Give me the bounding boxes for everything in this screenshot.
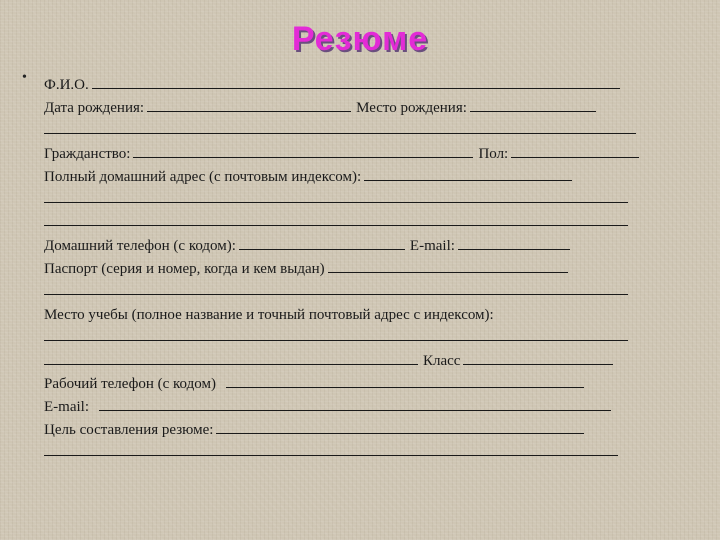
passport-row [44, 258, 684, 281]
home-address-label: Полный домашний адрес (с почтовым индексом): [44, 169, 362, 185]
school-continuation-row [44, 327, 684, 350]
school-field-continued[interactable] [44, 351, 418, 365]
resume-form [44, 74, 684, 465]
passport-field-continued[interactable] [44, 281, 628, 295]
sex-label: Пол: [478, 146, 509, 162]
email-label-2: E-mail: [44, 399, 89, 415]
home-address-field-continued-2[interactable] [44, 212, 628, 226]
home-address-continuation-row-1 [44, 189, 684, 212]
home-address-field-continued-1[interactable] [44, 189, 628, 203]
citizenship-row [44, 143, 684, 166]
bullet-icon: • [22, 70, 27, 85]
school-field[interactable] [44, 327, 628, 341]
fio-row [44, 74, 684, 97]
school-label: Место учебы (полное название и точный почтовый адрес с индексом): [44, 307, 494, 323]
passport-field[interactable] [328, 259, 568, 273]
home-phone-label: Домашний телефон (с кодом): [44, 238, 236, 254]
birth-date-field[interactable] [147, 98, 351, 112]
home-address-row [44, 166, 684, 189]
home-address-continuation-row-2 [44, 212, 684, 235]
class-field[interactable] [463, 351, 613, 365]
class-label: Класс [423, 353, 461, 369]
fio-label: Ф.И.О. [44, 77, 89, 93]
fio-field[interactable] [92, 75, 620, 89]
birth-date-label: Дата рождения: [44, 100, 145, 116]
work-phone-row [44, 373, 684, 396]
purpose-field-continued[interactable] [44, 442, 618, 456]
email-field-1[interactable] [458, 236, 570, 250]
birth-place-field-continued[interactable] [44, 120, 636, 134]
purpose-continuation-row [44, 442, 684, 465]
work-phone-label: Рабочий телефон (с кодом) [44, 376, 216, 392]
school-row [44, 304, 684, 327]
class-row [44, 350, 684, 373]
page-title: Резюме [291, 20, 429, 58]
birth-row [44, 97, 684, 120]
home-phone-field[interactable] [239, 236, 405, 250]
purpose-row [44, 419, 684, 442]
work-phone-field[interactable] [226, 374, 584, 388]
sex-field[interactable] [511, 144, 639, 158]
citizenship-field[interactable] [133, 144, 473, 158]
home-address-field[interactable] [364, 167, 572, 181]
home-phone-row [44, 235, 684, 258]
birth-place-field[interactable] [470, 98, 596, 112]
passport-continuation-row [44, 281, 684, 304]
email-row [44, 396, 684, 419]
email-label-1: E-mail: [409, 238, 455, 254]
birth-place-continuation-row [44, 120, 684, 143]
purpose-field[interactable] [216, 420, 584, 434]
birth-place-label: Место рождения: [356, 100, 467, 116]
email-field-2[interactable] [99, 397, 611, 411]
passport-label: Паспорт (серия и номер, когда и кем выдан) [44, 261, 325, 277]
citizenship-label: Гражданство: [44, 146, 131, 162]
purpose-label: Цель составления резюме: [44, 422, 214, 438]
